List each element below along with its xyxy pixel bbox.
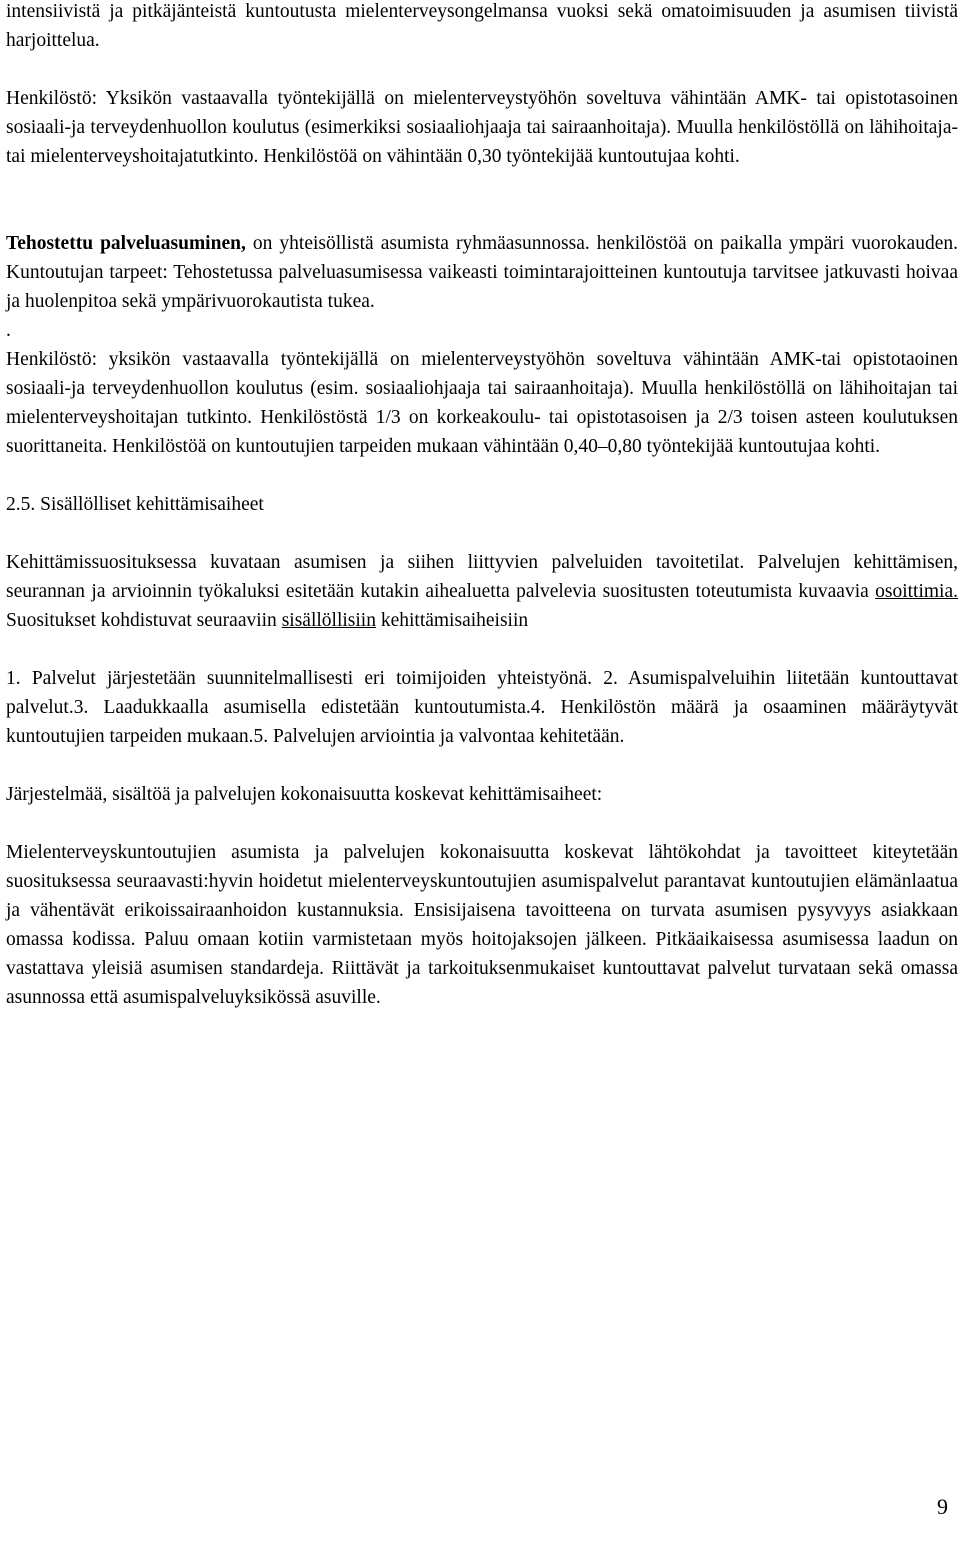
paragraph-system-topics: Järjestelmää, sisältöä ja palvelujen kokonaisuutta koskevat kehittämisaiheet: xyxy=(6,784,603,805)
indicators-link[interactable]: osoittimia. xyxy=(875,581,958,602)
paragraph-starting-points: Mielenterveyskuntoutujien asumista ja palvelujen kokonaisuutta koskevat lähtökohdat ja tavoitteet kiteytetään suosituksessa seuraavasti:hyvin hoidetut mielenterveyskuntoutujien asumispalvelut parantavat kuntoutujien elämänlaatua ja vähentävät erikoissairaanhoidon kustannuksia. Ensisijaisena tavoitteena on turvata asumisen pysyvyys asiakkaan omassa kodissa. Paluu omaan kotiin varmistetaan myös hoitojaksojen jälkeen. Pitkäaikaisessa asumisessa laadun on vastattava yleisiä asumisen standardeja. Riittävät ja tarkoituksenmukaiset kuntouttavat palvelut turvataan sekä omassa asunnossa että asumispalveluyksikössä asuville. xyxy=(6,842,958,1008)
paragraph-enhanced-service-housing xyxy=(6,229,958,316)
document-page xyxy=(6,0,958,1012)
content-topics-link[interactable]: sisällöllisiin xyxy=(281,610,376,631)
paragraph-staff-supported-housing: Henkilöstö: Yksikön vastaavalla työntekijällä on mielenterveystyöhön soveltuva vähintään AMK- tai opistotasoinen sosiaali-ja terveydenhuollon koulutus (esimerkiksi sosiaaliohjaaja tai sairaanhoitaja). Muulla henkilöstöllä on lähihoitaja-tai mielenterveyshoitajatutkinto. Henkilöstöä on vähintään 0,30 työntekijää kuntoutujaa kohti. xyxy=(6,88,958,167)
recommendation-text-c: kehittämisaiheisiin xyxy=(375,610,529,631)
recommendation-text-a: Kehittämissuosituksessa kuvataan asumisen ja siihen liittyvien palveluiden tavoitetilat. Palvelujen kehittämisen, seurannan ja arvioinnin työkaluksi esitetään kutakin aihealuetta palvelevia suositusten toteutumista kuvaavia xyxy=(6,552,958,602)
stray-dot: . xyxy=(6,320,11,341)
enhanced-service-housing-term: Tehostettu palveluasuminen, xyxy=(6,233,246,254)
paragraph-numbered-goals: 1. Palvelut järjestetään suunnitelmallisesti eri toimijoiden yhteistyönä. 2. Asumispalveluihin liitetään kuntouttavat palvelut.3. Laadukkaalla asumisella edistetään kuntoutumista.4. Henkilöstön määrä ja osaaminen määräytyvät kuntoutujien tarpeiden mukaan.5. Palvelujen arviointia ja valvontaa kehitetään. xyxy=(6,668,958,747)
page-number: 9 xyxy=(937,1494,948,1519)
paragraph-development-recommendation xyxy=(6,548,958,635)
section-heading: 2.5. Sisällölliset kehittämisaiheet xyxy=(6,494,264,515)
enhanced-service-housing-text: on yhteisöllistä asumista ryhmäasunnossa. henkilöstöä on paikalla ympäri vuorokauden. Kuntoutujan tarpeet: Tehostetussa palveluasumisessa vaikeasti toimintarajoitteinen kuntoutuja tarvitsee jatkuvasti hoivaa ja huolenpitoa sekä ympärivuorokautista tukea. xyxy=(6,233,958,312)
recommendation-text-b: Suositukset kohdistuvat seuraaviin xyxy=(6,610,282,631)
paragraph-intro: intensiivistä ja pitkäjänteistä kuntoutusta mielenterveysongelmansa vuoksi sekä omatoimisuuden ja asumisen tiivistä harjoittelua. xyxy=(6,1,958,51)
paragraph-staff-enhanced-housing: Henkilöstö: yksikön vastaavalla työntekijällä on mielenterveystyöhön soveltuva vähintään AMK-tai opistotaoinen sosiaali-ja terveydenhuollon koulutus (esim. sosiaaliohjaaja tai sairaanhoitaja). Muulla henkilöstöllä on lähihoitajan tai mielenterveyshoitajan tutkinto. Henkilöstöstä 1/3 on korkeakoulu- tai opistotasoisen ja 2/3 toisen asteen koulutuksen suorittaneita. Henkilöstöä on kuntoutujien tarpeiden mukaan vähintään 0,40–0,80 työntekijää kuntoutujaa kohti. xyxy=(6,349,958,457)
